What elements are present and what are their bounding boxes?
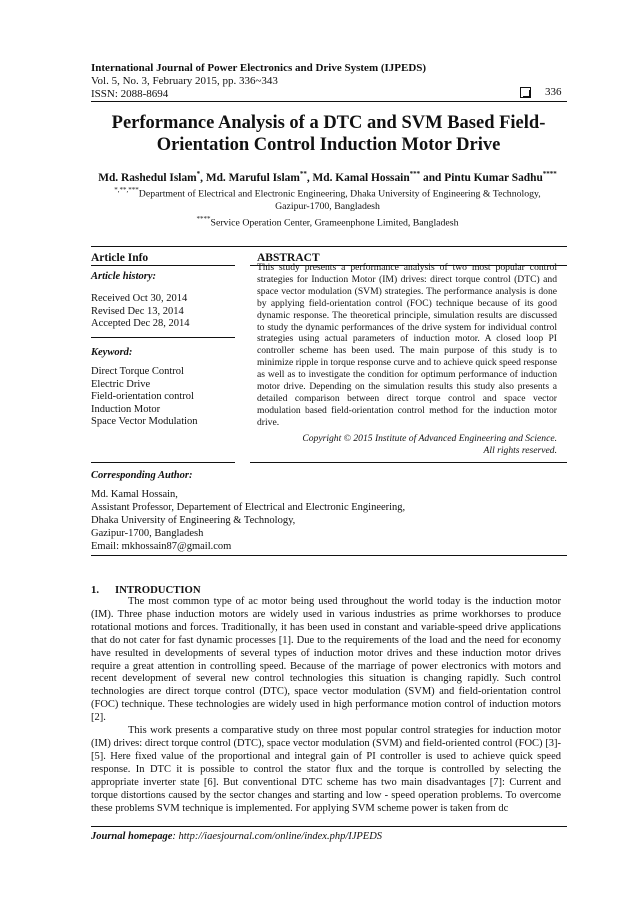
intro-paragraph-2: This work presents a comparative study on three most popular control strategies for induction motor (IM) drives: direct torque control (DTC), space vector modulation (SVM) and field-oriented control (FOC) [3]-[5]. Here fixed value of the proportional and integral gain of PI controller is used to achieve quick speed response. In DTC it is possible to control the stator flux and the torque is controlled by selecting the appropriate inverter state [6]. But conventional DTC scheme has two main disadvantages [7]: Current and torque distortions caused by the sector changes and starting and low - speed operation problems. To overcome these problems SVM technique is implemented. For applying SVM scheme power is taken from dc [91, 725, 561, 814]
keyword-item: Direct Torque Control [91, 366, 184, 377]
corresponding-label: Corresponding Author: [91, 470, 193, 481]
corresponding-author [91, 489, 405, 554]
homepage-link[interactable]: : http://iaesjournal.com/online/index.php/IJPEDS [172, 831, 383, 842]
section-heading [91, 584, 201, 596]
intro-body [91, 596, 561, 815]
title-line-1: Performance Analysis of a DTC and SVM Based Field- [111, 113, 546, 133]
keyword-list [91, 366, 198, 429]
author-1: Md. Rashedul Islam [98, 171, 197, 184]
corr-email: Email: mkhossain87@gmail.com [91, 540, 232, 552]
keyword-item: Electric Drive [91, 378, 151, 390]
copyright [257, 433, 557, 457]
affil-line-1: Department of Electrical and Electronic Engineering, Dhaka University of Engineering & Technology, [138, 188, 541, 200]
affiliations [70, 184, 585, 230]
affil-mark-2: **** [196, 215, 211, 224]
journal-homepage [91, 831, 382, 842]
homepage-label: Journal homepage [91, 831, 173, 842]
history-item: Accepted Dec 28, 2014 [91, 318, 190, 329]
journal-name: International Journal of Power Electronics and Drive System (IJPEDS) [91, 62, 427, 74]
corr-bottom-rule [91, 555, 567, 556]
keyword-item: Space Vector Modulation [91, 416, 198, 427]
author-4-mark: **** [542, 170, 557, 178]
corr-line: Md. Kamal Hossain, [91, 489, 178, 500]
paper-title [91, 112, 566, 156]
keyword-label: Keyword: [91, 347, 133, 358]
author-3: , Md. Kamal Hossain [306, 171, 410, 184]
corr-line: Assistant Professor, Departement of Electrical and Electronic Engineering, [91, 501, 406, 513]
author-2: , Md. Maruful Islam [200, 171, 300, 184]
corr-line: Dhaka University of Engineering & Technology, [91, 514, 296, 526]
keyword-item: Field-orientation control [91, 391, 194, 402]
header-right [520, 86, 562, 98]
article-info-heading: Article Info [91, 252, 149, 264]
history-rule [91, 337, 235, 338]
history-label: Article history: [91, 271, 157, 282]
info-left-rule [91, 265, 235, 266]
history-item: Received Oct 30, 2014 [91, 293, 188, 304]
info-bottom-right-rule [250, 462, 567, 463]
copyright-line-2: All rights reserved. [483, 445, 557, 456]
header-divider [91, 101, 567, 102]
abstract-text: This study presents a performance analysis of two most popular control strategies for Induction Motor (IM) drives: direct torque control (DTC) and space vector modulation (SVM) strategies. The performance analysis is done by applying field-orientation control (FOC) technique because of its good dynamic response. The theoretical principle, simulation results are discussed to study the dynamic performances of the drive system for individual control strategies using actual parameters of induction motor. A closed loop PI controller scheme has been used. The main purpose of this study is to minimize ripple in torque response curve and to achieve quick speed response as well as to investigate the condition for optimum performance of induction motor drive. Depending on the simulation results this study also presents a detailed comparison between direct torque control and space vector modulation based field-orientation control method for the induction motor drive. [257, 262, 557, 428]
affil-mark-1: *,**,*** [114, 186, 139, 194]
page-number: 336 [545, 86, 562, 98]
keyword-item: Induction Motor [91, 403, 161, 415]
author-2-mark: ** [299, 170, 307, 178]
author-4: and Pintu Kumar Sadhu [420, 171, 543, 184]
abstract-heading: ABSTRACT [257, 252, 320, 264]
author-1-mark: * [196, 170, 201, 178]
author-list [70, 170, 585, 184]
history-list [91, 293, 190, 331]
info-bottom-left-rule [91, 462, 235, 463]
section-number: 1. [91, 584, 100, 596]
info-top-rule [91, 246, 567, 247]
author-3-mark: *** [409, 170, 421, 178]
history-item: Revised Dec 13, 2014 [91, 305, 184, 317]
footer-rule [91, 826, 567, 827]
title-line-2: Orientation Control Induction Motor Drive [156, 135, 501, 155]
affil-line-2: Gazipur-1700, Bangladesh [275, 200, 380, 212]
checkbox-icon [520, 87, 531, 98]
copyright-line-1: Copyright © 2015 Institute of Advanced Engineering and Science. [302, 433, 557, 444]
section-title: INTRODUCTION [115, 584, 201, 596]
volume-info: Vol. 5, No. 3, February 2015, pp. 336~343 [91, 75, 278, 87]
corr-line: Gazipur-1700, Bangladesh [91, 527, 204, 539]
affil-line-3: Service Operation Center, Grameenphone Limited, Bangladesh [210, 217, 459, 229]
intro-paragraph-1: The most common type of ac motor being used throughout the world today is the induction motor (IM). Three phase induction motors are widely used in various industries as prime workhorses to produce rotational motions and forces. Traditionally, it has been used in constant and variable-speed drive applications that do not cater for fast dynamic processes [1]. Due to the requirements of the load and the need for economy have resulted in developments of several types of induction motor drives and these induction motor drives require a great attention in controlling speed. Because of the marriage of power electronics with motors and recent development of several new control technologies this situation is changing rapidly. Such control technologies are direct torque control (DTC), space vector modulation (SVM) and field-orientation control (FOC) technique. These technologies are widely used in high performance motion control of induction motors [2]. [91, 596, 561, 724]
issn: ISSN: 2088-8694 [91, 88, 169, 100]
